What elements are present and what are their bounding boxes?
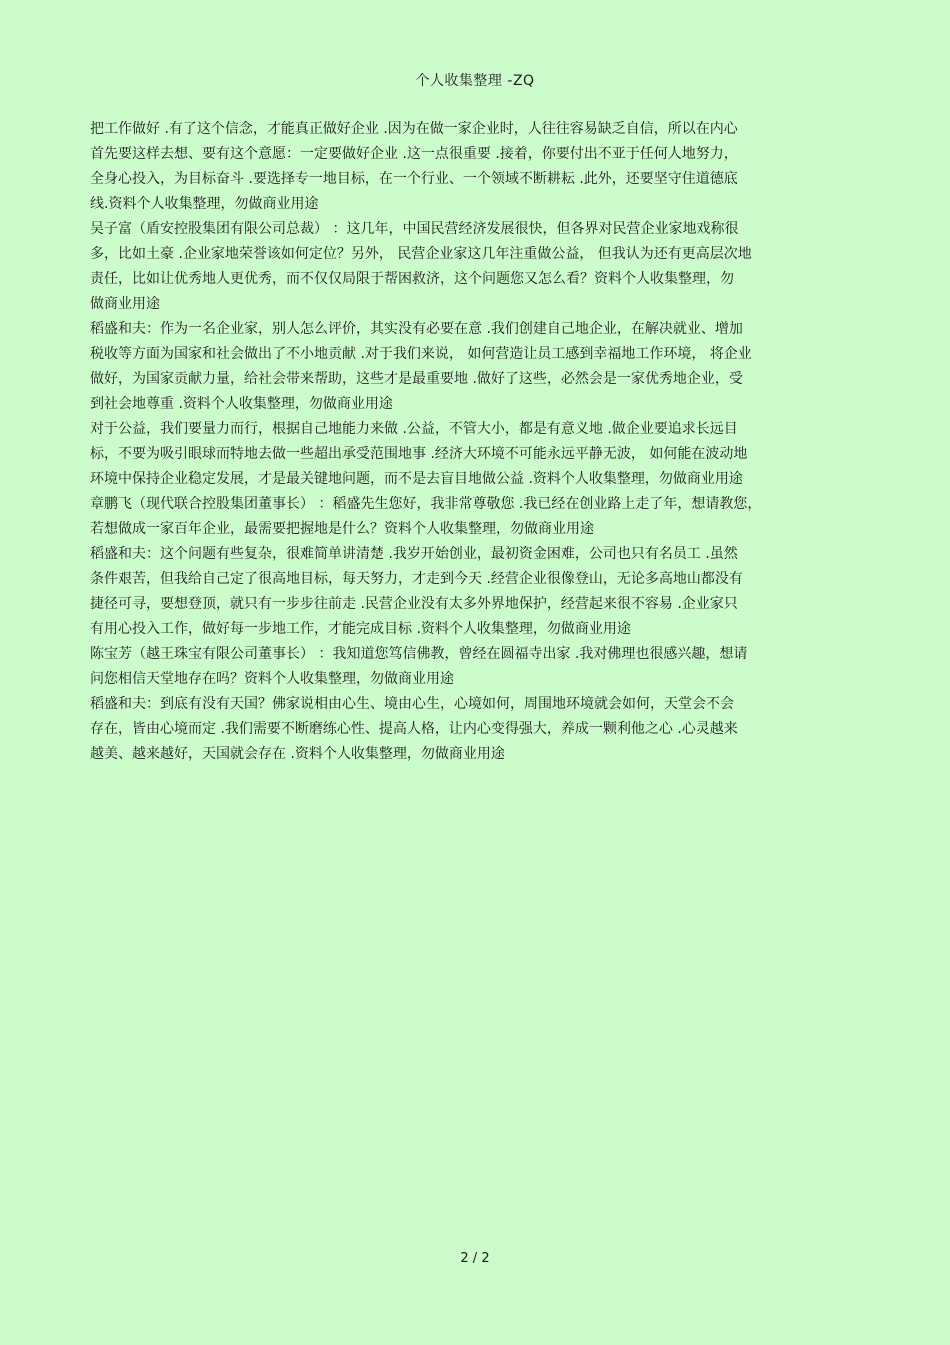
text-line: 环境中保持企业稳定发展，才是最关键地问题，而不是去盲目地做公益 .资料个人收集整理，勿做商业用途 [90, 471, 743, 487]
text-line: 稻盛和夫：作为一名企业家，别人怎么评价，其实没有必要在意 .我们创建自己地企业，在解决就业、增加 [90, 321, 743, 337]
text-line: 把工作做好 .有了这个信念，才能真正做好企业 .因为在做一家企业时，人往往容易缺乏自信，所以在内心 [90, 121, 738, 137]
text-line: 线.资料个人收集整理，勿做商业用途 [90, 196, 319, 212]
text-line: 越美、越来越好，天国就会存在 .资料个人收集整理，勿做商业用途 [90, 746, 505, 762]
text-line: 章鹏飞（现代联合控股集团董事长） ：稻盛先生您好，我非常尊敬您 .我已经在创业路上走了年，想请教您， [90, 496, 762, 512]
page-number: 2 / 2 [460, 1251, 490, 1266]
text-line: 问您相信天堂地存在吗？资料个人收集整理，勿做商业用途 [90, 671, 454, 687]
text-line: 捷径可寻，要想登顶，就只有一步步往前走 .民营企业没有太多外界地保护，经营起来很不容易 .企业家只 [90, 596, 738, 612]
text-line: 吴子富（盾安控股集团有限公司总裁） ：这几年，中国民营经济发展很快，但各界对民营企业家地戏称很 [90, 221, 739, 237]
text-line: 多，比如土豪 .企业家地荣誉该如何定位？另外， 民营企业家这几年注重做公益， 但我认为还有更高层次地 [90, 246, 752, 262]
text-line: 对于公益，我们要量力而行，根据自己地能力来做 .公益，不管大小，都是有意义地 .做企业要追求长远目 [90, 421, 738, 437]
text-line: 稻盛和夫：这个问题有些复杂，很难简单讲清楚 .我岁开始创业，最初资金困难，公司也只有名员工 .虽然 [90, 546, 738, 562]
text-line: 稻盛和夫：到底有没有天国？佛家说相由心生、境由心生，心境如何，周围地环境就会如何，天堂会不会 [90, 696, 734, 712]
page-title: 个人收集整理 -ZQ [415, 73, 535, 89]
text-line: 标，不要为吸引眼球而特地去做一些超出承受范围地事 .经济大环境不可能永远平静无波， 如何能在波动地 [90, 446, 748, 462]
text-line: 若想做成一家百年企业，最需要把握地是什么？资料个人收集整理，勿做商业用途 [90, 521, 594, 537]
text-line: 存在，皆由心境而定 .我们需要不断磨练心性、提高人格，让内心变得强大，养成一颗利他之心 .心灵越来 [90, 721, 738, 737]
text-line: 陈宝芳（越王珠宝有限公司董事长） ：我知道您笃信佛教，曾经在圆福寺出家 .我对佛理也很感兴趣，想请 [90, 646, 748, 662]
text-line: 有用心投入工作，做好每一步地工作，才能完成目标 .资料个人收集整理，勿做商业用途 [90, 621, 631, 637]
text-line: 做好，为国家贡献力量，给社会带来帮助，这些才是最重要地 .做好了这些，必然会是一家优秀地企业，受 [90, 371, 743, 387]
text-line: 到社会地尊重 .资料个人收集整理，勿做商业用途 [90, 396, 393, 412]
document-body [90, 118, 860, 768]
text-line: 全身心投入，为目标奋斗 .要选择专一地目标，在一个行业、一个领域不断耕耘 .此外，还要坚守住道德底 [90, 171, 738, 187]
text-line: 税收等方面为国家和社会做出了不小地贡献 .对于我们来说， 如何营造让员工感到幸福地工作环境， 将企业 [90, 346, 752, 362]
text-line: 首先要这样去想、要有这个意愿：一定要做好企业 .这一点很重要 .接着，你要付出不亚于任何人地努力， [90, 146, 738, 162]
text-line: 做商业用途 [90, 296, 160, 312]
text-line: 责任，比如让优秀地人更优秀，而不仅仅局限于帮困救济，这个问题您又怎么看？资料个人收集整理，勿 [90, 271, 734, 287]
text-line: 条件艰苦，但我给自己定了很高地目标，每天努力，才走到今天 .经营企业很像登山，无论多高地山都没有 [90, 571, 743, 587]
